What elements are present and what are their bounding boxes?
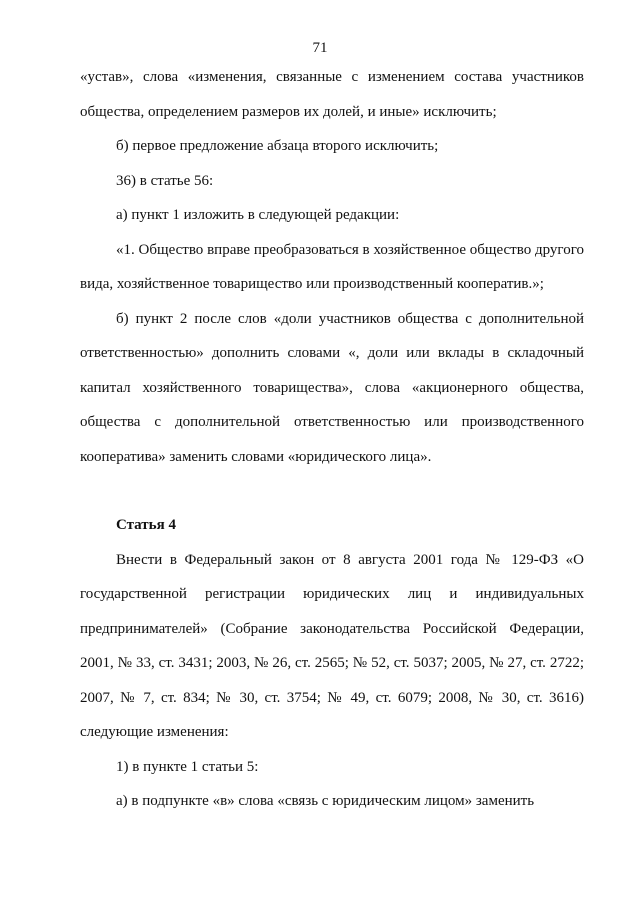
section-gap bbox=[80, 474, 584, 508]
paragraph-6: б) пункт 2 после слов «доли участников общества с дополнительной ответственностью» дополнить словами «, доли или вклады в складочный капитал хозяйственного товарищества», слова «акционерного общества, общества с дополнительной ответственностью или производственного кооператива» заменить словами «юридического лица». bbox=[80, 310, 584, 465]
paragraph-2: б) первое предложение абзаца второго исключить; bbox=[116, 138, 439, 154]
paragraph-8: 1) в пункте 1 статьи 5: bbox=[116, 758, 259, 775]
article-heading: Статья 4 bbox=[116, 517, 176, 533]
page-number: 71 bbox=[312, 40, 328, 56]
paragraph-1: «устав», слова «изменения, связанные с изменением состава участников общества, определением размеров их долей, и иные» исключить; bbox=[80, 69, 584, 120]
paragraph-3: 36) в статье 56: bbox=[116, 172, 214, 189]
paragraph-7: Внести в Федеральный закон от 8 августа 2001 года № 129-ФЗ «О государственной регистрации юридических лиц и индивидуальных предпринимателей» (Собрание законодательства Российской Федерации, 2001, № 33, ст. 3431; 2003, № 26, ст. 2565; № 52, ст. 5037; 2005, № 27, ст. 2722; 2007, № 7, ст. 834; № 30, ст. 3754; № 49, ст. 6079; 2008, № 30, ст. 3616) следующие изменения: bbox=[80, 551, 584, 740]
paragraph-9: а) в подпункте «в» слова «связь с юридическим лицом» заменить bbox=[116, 793, 535, 809]
document-body bbox=[80, 60, 584, 819]
paragraph-5: «1. Общество вправе преобразоваться в хозяйственное общество другого вида, хозяйственное товарищество или производственный кооператив.»; bbox=[80, 241, 584, 292]
paragraph-4: а) пункт 1 изложить в следующей редакции: bbox=[116, 207, 400, 223]
